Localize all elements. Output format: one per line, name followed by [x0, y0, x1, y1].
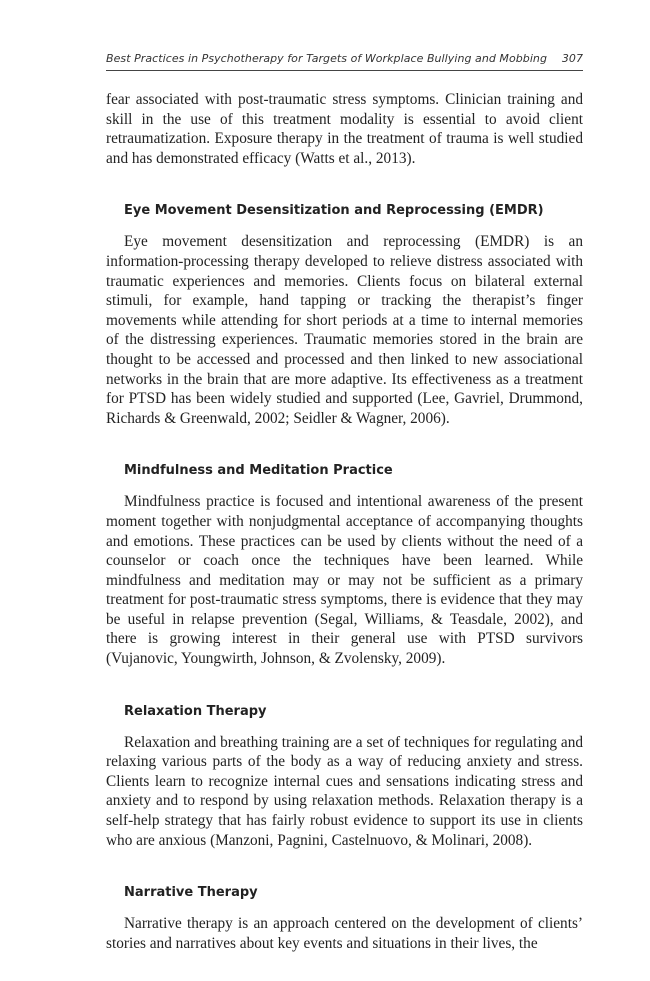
paragraph-mindfulness: Mindfulness practice is focused and intentional awareness of the present moment together with nonjudgmental acceptance of accompanying thoughts and emotions. These practices can be used by clients without the need of a counselor or coach once the techniques have been learned. While mindfulness and meditation may or may not be sufficient as a primary treatment for post-traumatic stress symptoms, there is evidence that they may be useful in relapse prevention (Segal, Williams, & Teasdale, 2002), and there is growing interest in their general use with PTSD survivors (Vujanovic, Youngwirth, Johnson, & Zvolensky, 2009).: [106, 493, 583, 668]
header-rule: [106, 70, 583, 71]
body-text: [106, 90, 583, 953]
section-heading-mindfulness: Mindfulness and Meditation Practice: [124, 463, 393, 479]
running-title: Best Practices in Psychotherapy for Targets of Workplace Bullying and Mobbing: [106, 52, 547, 65]
section-heading-relaxation: Relaxation Therapy: [124, 703, 267, 719]
paragraph-relaxation: Relaxation and breathing training are a set of techniques for regulating and relaxing various parts of the body as a way of reducing anxiety and stress. Clients learn to recognize internal cues and sensations indicating stress and anxiety and to respond by using relaxation methods. Relaxation therapy is a self-help strategy that has fairly robust evidence to support its use in clients who are anxious (Manzoni, Pagnini, Castelnuovo, & Molinari, 2008).: [106, 733, 583, 849]
section-heading-emdr: Eye Movement Desensitization and Reprocessing (EMDR): [124, 203, 544, 219]
paragraph-emdr: Eye movement desensitization and reprocessing (EMDR) is an information-processing therapy developed to relieve distress associated with traumatic experiences and memories. Clients focus on bilateral external stimuli, for example, hand tapping or tracking the therapist’s finger movements while attending for short periods at a time to internal memories of the distressing experiences. Traumatic memories stored in the brain are thought to be accessed and processed and then linked to new associational networks in the brain that are more adaptive. Its effectiveness as a treatment for PTSD has been widely studied and supported (Lee, Gavriel, Drummond, Richards & Greenwald, 2002; Seidler & Wagner, 2006).: [106, 233, 583, 427]
paragraph-narrative: Narrative therapy is an approach centered on the development of clients’ stories and narratives about key events and situations in their lives, the: [106, 915, 583, 952]
section-heading-narrative: Narrative Therapy: [124, 885, 258, 901]
continued-paragraph: fear associated with post-traumatic stress symptoms. Clinician training and skill in the use of this treatment modality is essential to avoid client retraumatization. Exposure therapy in the treatment of trauma is well studied and has demonstrated efficacy (Watts et al., 2013).: [106, 91, 583, 167]
running-head: [106, 52, 583, 65]
page-number: 307: [561, 52, 583, 65]
